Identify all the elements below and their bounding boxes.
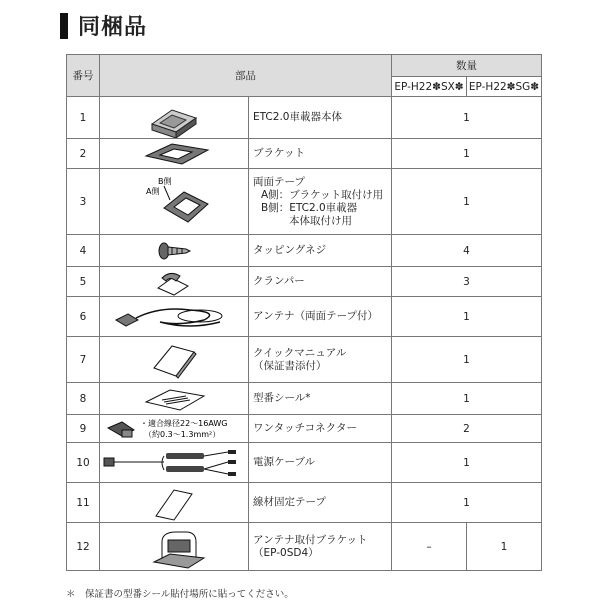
label-a-side: A側 <box>146 186 160 196</box>
header-part: 部品 <box>100 55 392 97</box>
header-number: 番号 <box>67 55 100 97</box>
bracket-image <box>100 139 249 169</box>
contents-table <box>66 54 542 571</box>
table-row: 7 クイックマニュアル （保証書添付） 1 <box>67 337 542 383</box>
double-sided-tape-image <box>100 169 249 235</box>
table-row: 2 ブラケット 1 <box>67 139 542 169</box>
connector-spec-line1: ・適合線径22～16AWG <box>140 418 228 428</box>
table-row: 8 型番シール* 1 <box>67 383 542 415</box>
wire-tape-image <box>100 483 249 523</box>
table-row: 12 アンテナ取付ブラケット （EP-0SD4） – 1 <box>67 523 542 571</box>
table-row: 5 クランパー 3 <box>67 267 542 297</box>
table-row: 11 線材固定テープ 1 <box>67 483 542 523</box>
table-row: 10 電源ケーブル 1 <box>67 443 542 483</box>
section-heading <box>60 10 147 41</box>
footnote: ＊ 保証書の型番シール貼付場所に貼ってください。 <box>66 589 294 600</box>
label-b-side: B側 <box>158 176 172 186</box>
quick-manual-image <box>100 337 249 383</box>
connector-spec-line2: （約0.3～1.3mm²） <box>144 429 221 439</box>
tapping-screw-image <box>100 235 249 267</box>
page-title: 同梱品 <box>78 15 148 40</box>
connector-image <box>100 415 249 443</box>
antenna-image <box>100 297 249 337</box>
table-row: 1 ETC2.0車載器本体 1 <box>67 97 542 139</box>
header-model-b: EP-H22✽SG✽ <box>467 77 542 97</box>
antenna-bracket-image <box>100 523 249 571</box>
power-cable-image <box>100 443 249 483</box>
header-qty: 数量 <box>392 55 542 77</box>
unit-body-image <box>100 97 249 139</box>
table-row: 3 B側 A側 両面テープ A側：ブラケット取付け用 B側：ETC2.0車載器 本体取付け用 1 <box>67 169 542 235</box>
table-row: 6 アンテナ（両面テープ付） 1 <box>67 297 542 337</box>
heading-bar <box>60 13 68 39</box>
table-row: 9 ・適合線径22～16AWG （約0.3～1.3mm²） ワンタッチコネクター 2 <box>67 415 542 443</box>
table-row: 4 タッピングネジ 4 <box>67 235 542 267</box>
header-model-a: EP-H22✽SX✽ <box>392 77 467 97</box>
model-seal-image <box>100 383 249 415</box>
clamper-image <box>100 267 249 297</box>
